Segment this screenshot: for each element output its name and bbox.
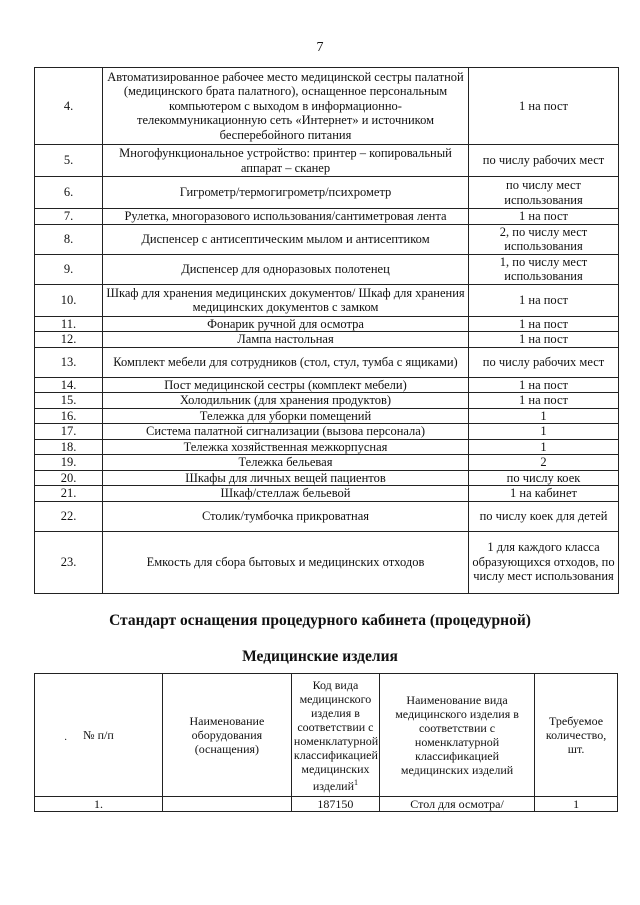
row-name: Комплект мебели для сотрудников (стол, стул, тумба с ящиками): [103, 347, 469, 377]
subsection-title: Медицинские изделия: [242, 648, 398, 665]
row-number: 19.: [35, 455, 103, 471]
row-number: 7.: [35, 209, 103, 225]
row-number: 22.: [35, 501, 103, 531]
header-num: № п/п: [35, 674, 163, 797]
table-row: [35, 177, 619, 209]
row-quantity: 2, по числу мест использования: [469, 224, 619, 254]
table-row: [35, 209, 619, 225]
row-quantity: 1 на пост: [469, 316, 619, 332]
row-name: Пост медицинской сестры (комплект мебели): [103, 377, 469, 393]
row-number: 17.: [35, 424, 103, 440]
row-quantity: 1 на пост: [469, 209, 619, 225]
row-number: 4.: [35, 68, 103, 145]
table-row: [35, 377, 619, 393]
row-quantity: 1: [469, 439, 619, 455]
row-name: Тележка бельевая: [103, 455, 469, 471]
page-number: 7: [316, 40, 324, 55]
row-quantity: по числу рабочих мест: [469, 145, 619, 177]
row-number: 5.: [35, 145, 103, 177]
row-name: Емкость для сбора бытовых и медицинских отходов: [103, 531, 469, 593]
table-row: [35, 68, 619, 145]
row-name: Тележка для уборки помещений: [103, 408, 469, 424]
header-qty: Требуемое количество, шт.: [535, 674, 618, 797]
row-quantity: 1 на пост: [469, 393, 619, 409]
table-row: [35, 531, 619, 593]
row-quantity: 1 на кабинет: [469, 486, 619, 502]
row-number: 15.: [35, 393, 103, 409]
footnote-mark: 1: [354, 777, 359, 787]
header-equipment: Наименование оборудования (оснащения): [162, 674, 291, 797]
row-code: 187150: [291, 797, 379, 812]
row-number: 6.: [35, 177, 103, 209]
row-quantity: 2: [469, 455, 619, 471]
row-quantity: 1 для каждого класса образующихся отходов, по числу мест использования: [469, 531, 619, 593]
row-name: Шкаф/стеллаж бельевой: [103, 486, 469, 502]
row-name: Рулетка, многоразового использования/сантиметровая лента: [103, 209, 469, 225]
table-row: [35, 408, 619, 424]
table-row: [35, 455, 619, 471]
row-quantity: по числу рабочих мест: [469, 347, 619, 377]
row-kind: Стол для осмотра/: [379, 797, 534, 812]
row-name: Столик/тумбочка прикроватная: [103, 501, 469, 531]
row-quantity: 1: [469, 408, 619, 424]
row-number: 9.: [35, 254, 103, 284]
table-header-row: [35, 674, 618, 797]
row-quantity: по числу коек: [469, 470, 619, 486]
row-name: Лампа настольная: [103, 332, 469, 348]
equipment-table: [34, 67, 619, 594]
row-quantity: 1 на пост: [469, 332, 619, 348]
header-code: [291, 674, 379, 797]
section-title: Стандарт оснащения процедурного кабинета (процедурной): [109, 612, 531, 629]
row-number: 16.: [35, 408, 103, 424]
table-row: [35, 224, 619, 254]
row-quantity: 1 на пост: [469, 284, 619, 316]
row-number: 23.: [35, 531, 103, 593]
header-code-text: Код вида медицинского изделия в соответствии с номенклатурной классификацией медицинских изделий: [293, 677, 379, 793]
row-name: Многофункциональное устройство: принтер – копировальный аппарат – сканер: [103, 145, 469, 177]
medical-devices-table: [34, 673, 618, 812]
row-number: 1.: [35, 797, 163, 812]
row-number: 12.: [35, 332, 103, 348]
header-kind: Наименование вида медицинского изделия в соответствии с номенклатурной классификацией медицинских изделий: [379, 674, 534, 797]
row-name: Тележка хозяйственная межкорпусная: [103, 439, 469, 455]
row-quantity: 1 на пост: [469, 377, 619, 393]
row-number: 14.: [35, 377, 103, 393]
row-equipment: [162, 797, 291, 812]
table-row: [35, 316, 619, 332]
row-name: Гигрометр/термогигрометр/психрометр: [103, 177, 469, 209]
row-name: Шкафы для личных вещей пациентов: [103, 470, 469, 486]
row-quantity: 1 на пост: [469, 68, 619, 145]
row-name: Автоматизированное рабочее место медицинской сестры палатной (медицинского брата палатного), оснащенное персональным компьютером с выходом в информационно-телекоммуникационную сеть «Интернет» и источником бесперебойного питания: [103, 68, 469, 145]
table-row: [35, 439, 619, 455]
row-name: Диспенсер для одноразовых полотенец: [103, 254, 469, 284]
table-row: [35, 424, 619, 440]
table-row: [35, 486, 619, 502]
table-row: [35, 797, 618, 812]
table-row: [35, 145, 619, 177]
row-quantity: 1: [535, 797, 618, 812]
scan-mark: ·: [64, 735, 68, 746]
row-number: 10.: [35, 284, 103, 316]
table-row: [35, 393, 619, 409]
row-number: 21.: [35, 486, 103, 502]
row-number: 20.: [35, 470, 103, 486]
row-quantity: по числу мест использования: [469, 177, 619, 209]
row-quantity: 1, по числу мест использования: [469, 254, 619, 284]
row-name: Фонарик ручной для осмотра: [103, 316, 469, 332]
row-name: Система палатной сигнализации (вызова персонала): [103, 424, 469, 440]
row-number: 18.: [35, 439, 103, 455]
table-row: [35, 501, 619, 531]
table-row: [35, 254, 619, 284]
table-row: [35, 284, 619, 316]
table-row: [35, 347, 619, 377]
row-number: 13.: [35, 347, 103, 377]
row-number: 8.: [35, 224, 103, 254]
row-name: Диспенсер с антисептическим мылом и антисептиком: [103, 224, 469, 254]
table-row: [35, 332, 619, 348]
row-quantity: по числу коек для детей: [469, 501, 619, 531]
table-row: [35, 470, 619, 486]
row-name: Холодильник (для хранения продуктов): [103, 393, 469, 409]
row-number: 11.: [35, 316, 103, 332]
row-quantity: 1: [469, 424, 619, 440]
row-name: Шкаф для хранения медицинских документов/ Шкаф для хранения медицинских документов с замком: [103, 284, 469, 316]
